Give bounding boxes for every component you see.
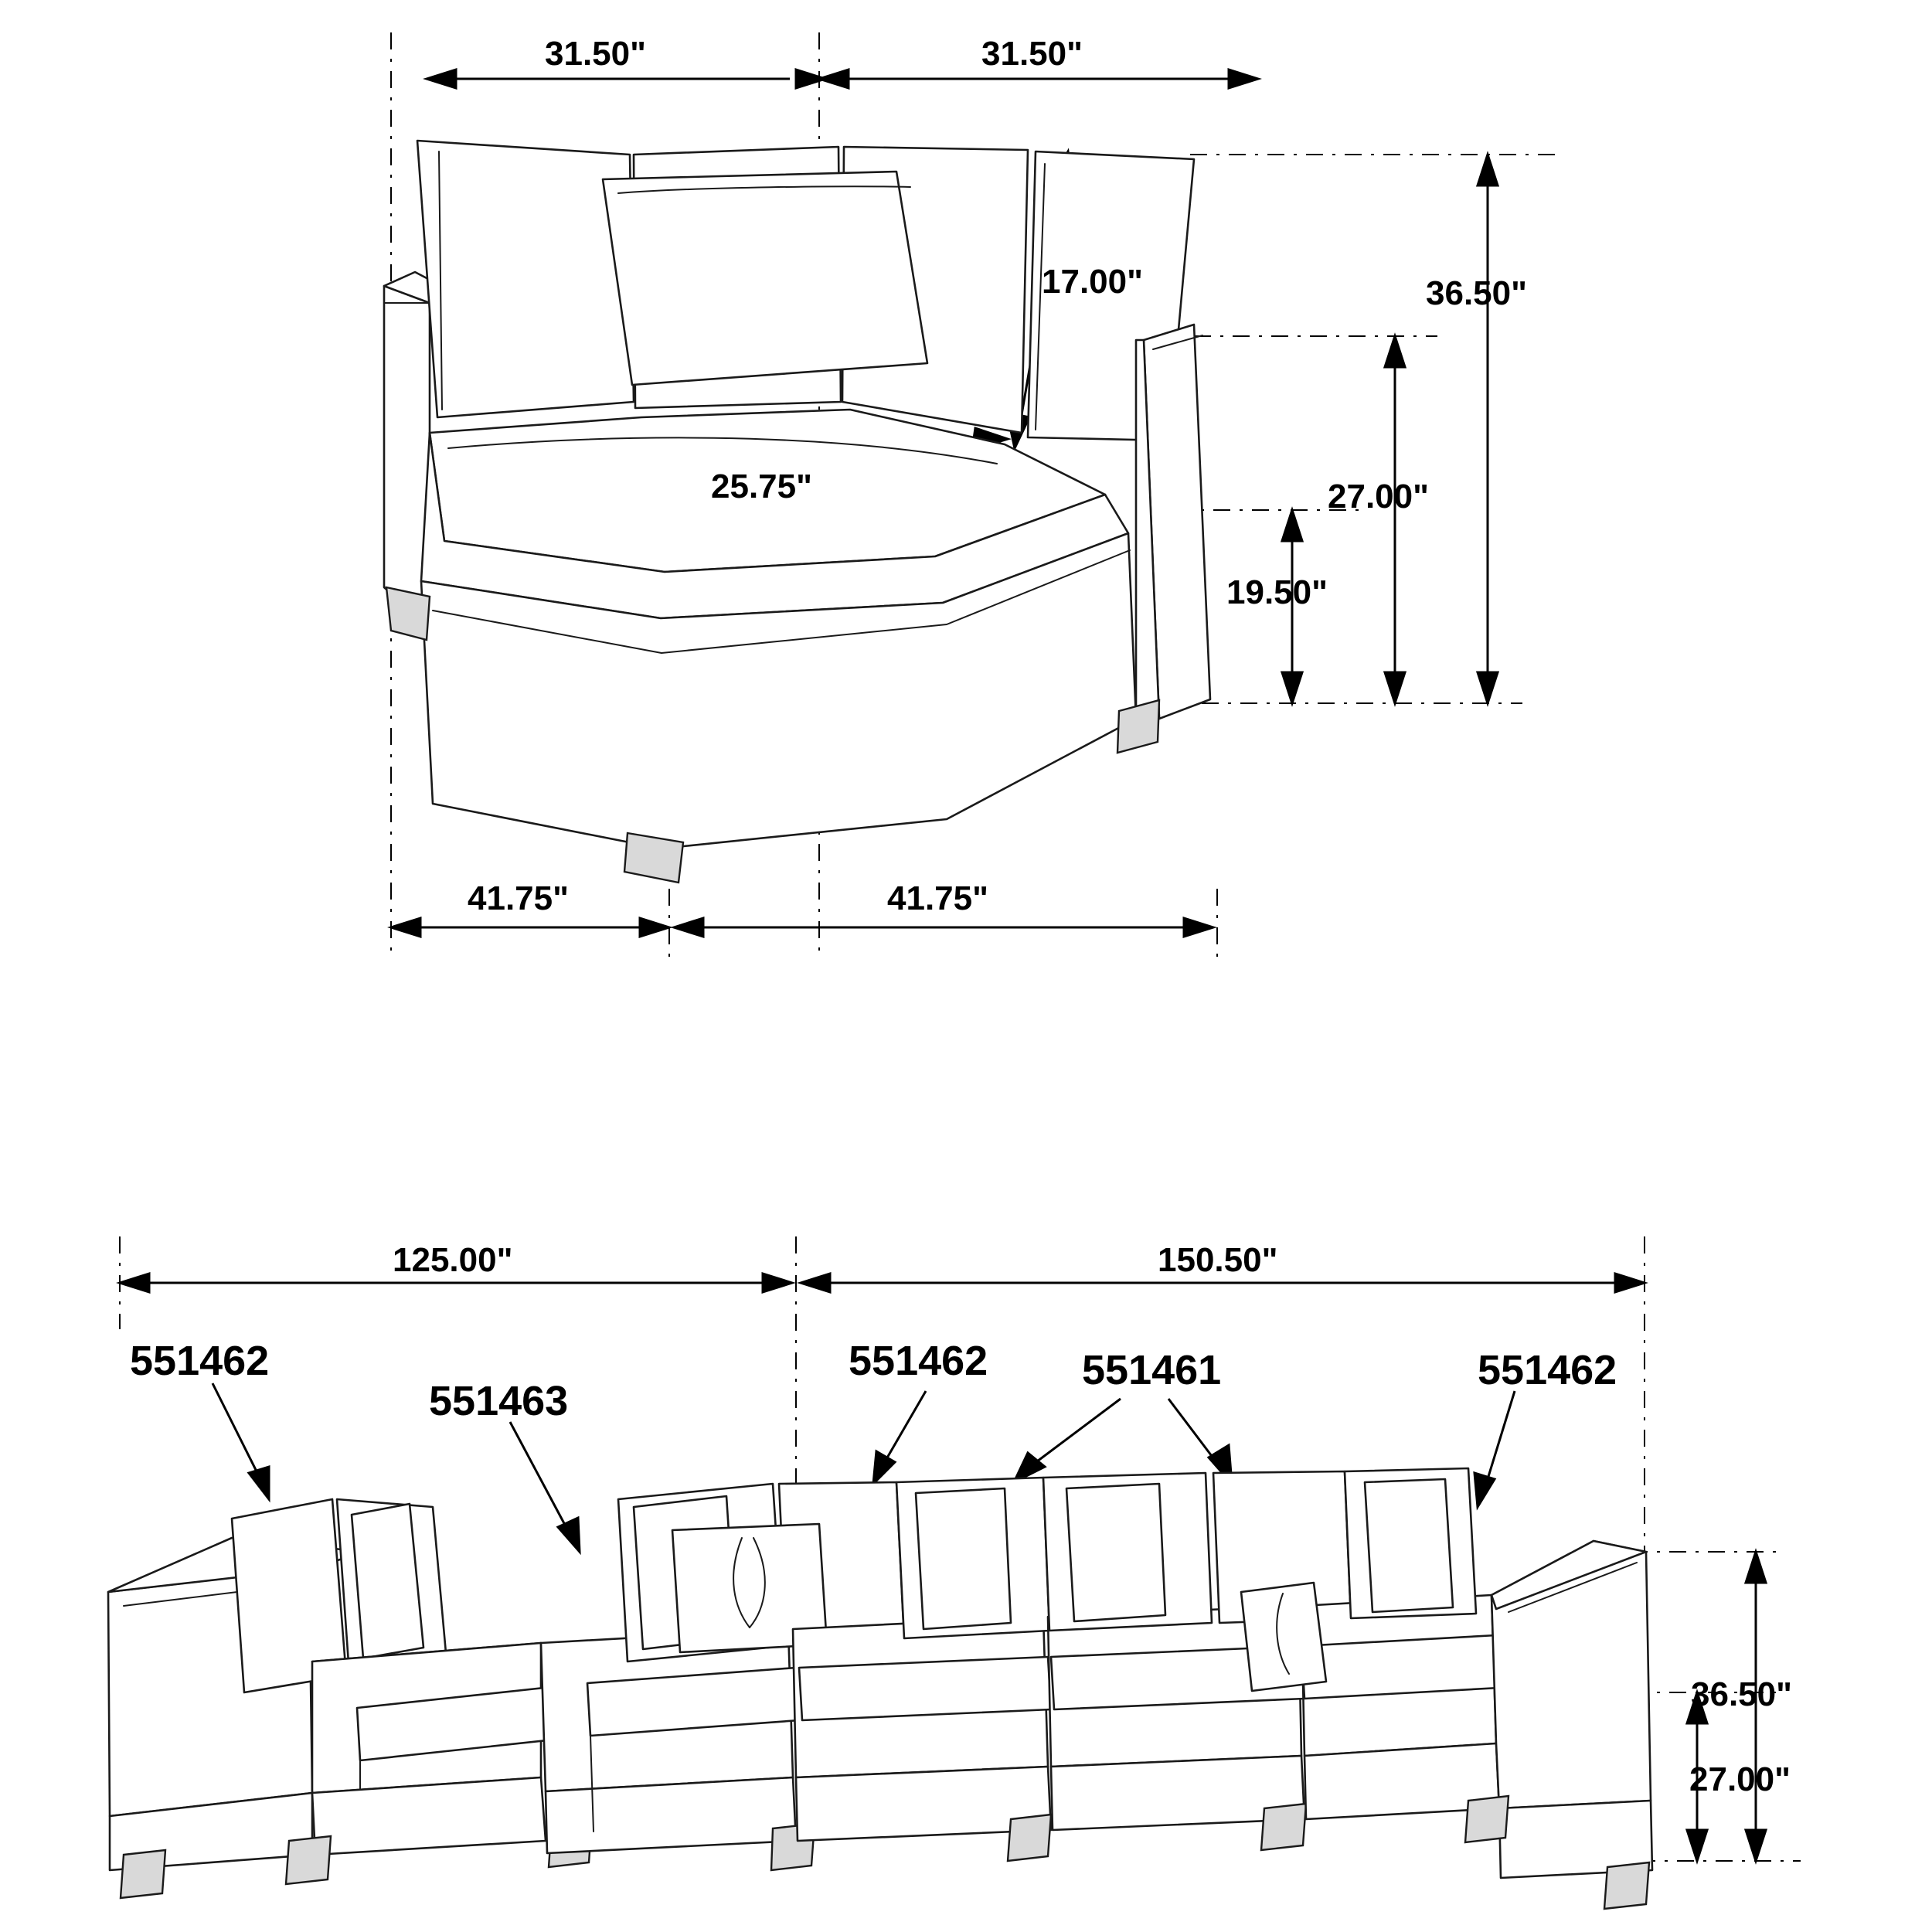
- label-bottom-arm-height: 27.00": [1689, 1760, 1791, 1798]
- label-seat-depth: 25.75": [711, 468, 812, 505]
- label-bottom-overall-height: 36.50": [1691, 1675, 1792, 1713]
- label-bottom-width-right: 41.75": [887, 879, 988, 917]
- label-top-width-right: 31.50": [981, 35, 1083, 73]
- sectional-illustration: [108, 1468, 1652, 1909]
- label-left-section-length: 125.00": [393, 1241, 513, 1279]
- part-callout-1: 551462: [130, 1338, 270, 1384]
- dim-line-arm-height-27_00: [1385, 336, 1405, 703]
- label-bottom-width-left: 41.75": [468, 879, 569, 917]
- label-top-width-left: 31.50": [545, 35, 646, 73]
- label-arm-height-top: 27.00": [1328, 478, 1429, 515]
- corner-module-illustration: [384, 141, 1210, 883]
- label-seat-height-top: 19.50": [1226, 573, 1328, 611]
- part-callout-4: 551461: [1082, 1347, 1222, 1393]
- part-callout-5: 551462: [1478, 1347, 1617, 1393]
- label-overall-height-top: 36.50": [1426, 274, 1527, 312]
- part-callout-2: 551463: [429, 1378, 569, 1424]
- dim-line-bottom-right-41_75: [674, 918, 1213, 937]
- part-callout-3: 551462: [849, 1338, 988, 1384]
- dim-line-bottom-left-41_75: [391, 918, 669, 937]
- label-back-cushion-height: 17.00": [1042, 263, 1143, 301]
- label-right-section-length: 150.50": [1158, 1241, 1278, 1279]
- dim-line-overall-height-36_50: [1478, 155, 1498, 703]
